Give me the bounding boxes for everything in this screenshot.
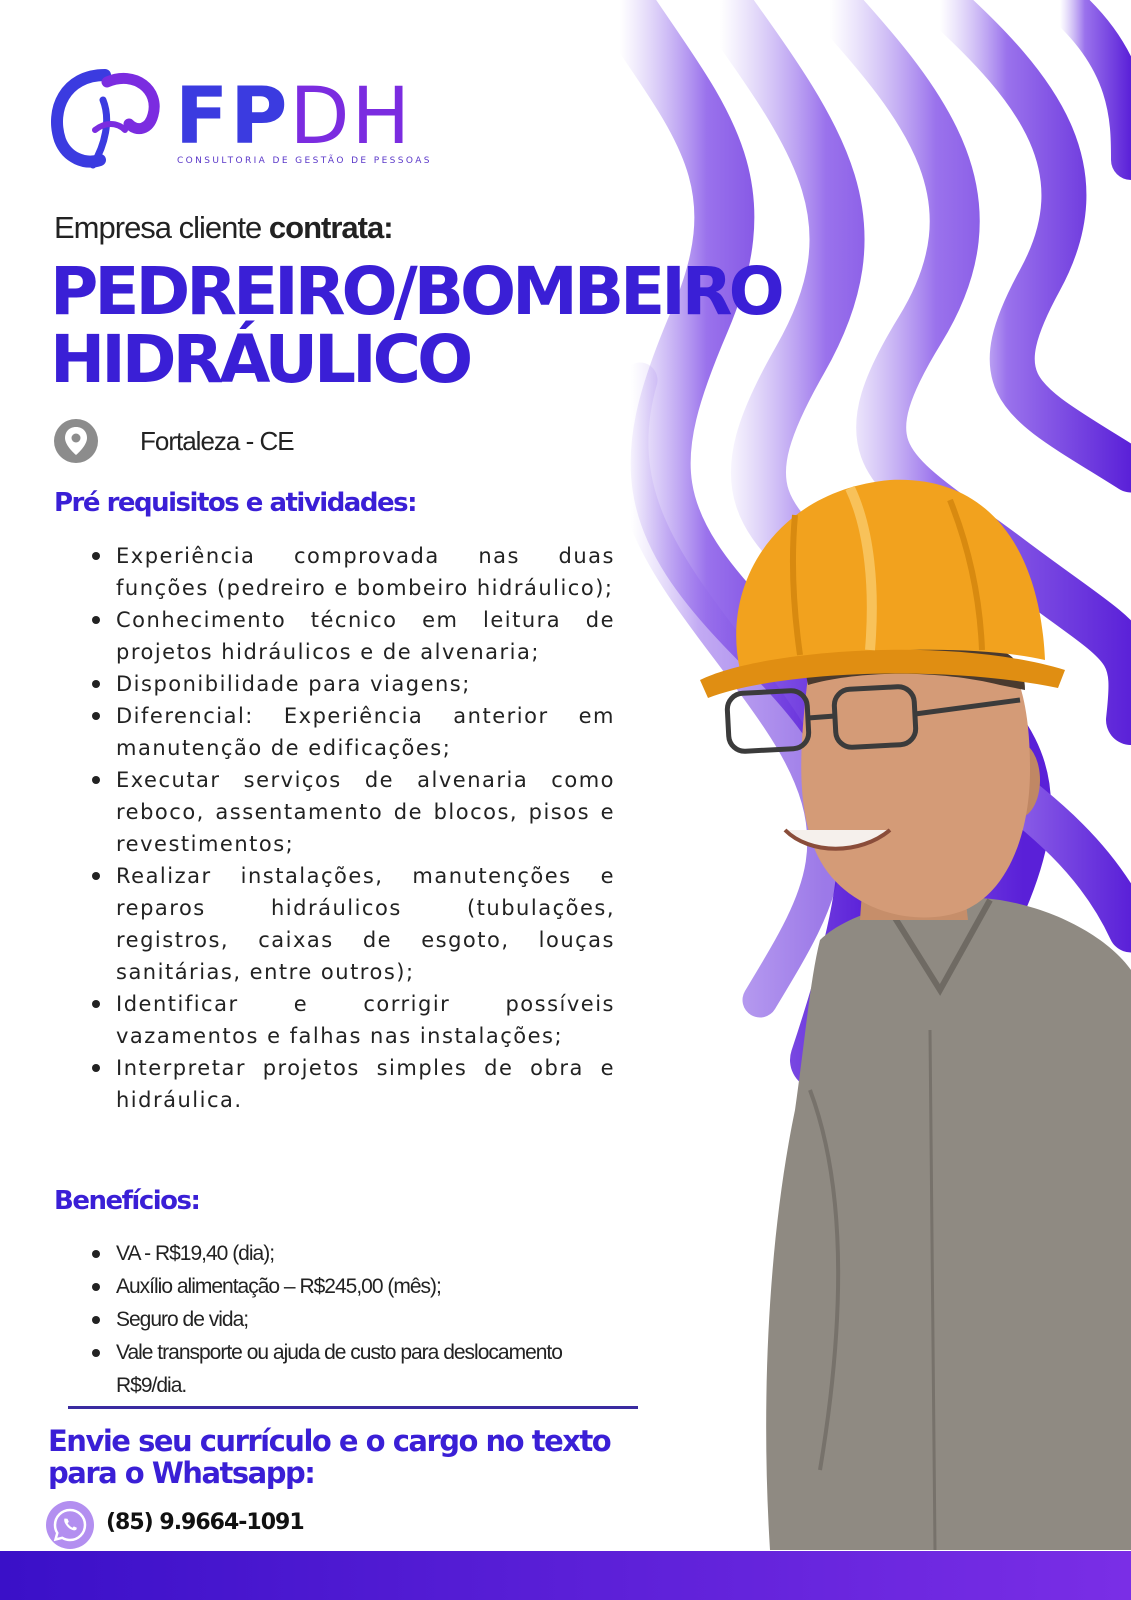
logo-tagline: CONSULTORIA DE GESTÃO DE PESSOAS [177,156,432,166]
job-title [50,253,810,398]
list-item: Seguro de vida; [90,1303,630,1336]
list-item: VA - R$19,40 (dia); [90,1237,630,1270]
intro-regular: Empresa cliente [54,210,269,245]
worker-photo [700,470,1131,1550]
list-item: Diferencial: Experiência anterior em manutenção de edificações; [90,700,615,764]
divider [68,1406,638,1409]
map-pin-icon [53,418,99,464]
list-item: Realizar instalações, manutenções e reparos hidráulicos (tubulações, registros, caixas de esgoto, louças sanitárias, entre outros); [90,860,615,988]
cta-text: Envie seu currículo e o cargo no texto para o Whatsapp: [48,1424,611,1490]
job-title-line1: PEDREIRO/BOMBEIRO [50,253,781,330]
benefits-title: Benefícios: [54,1186,200,1216]
requirements-list [90,540,615,1116]
logo-letters-thin: DH [289,72,413,162]
job-title-line2: HIDRÁULICO [50,321,470,398]
footer-bar [0,1551,1131,1600]
list-item: Vale transporte ou ajuda de custo para deslocamento R$9/dia. [90,1336,630,1402]
requirements-title: Pré requisitos e atividades: [54,488,416,518]
benefits-list [90,1237,630,1402]
list-item: Disponibilidade para viagens; [90,668,615,700]
whatsapp-icon[interactable] [45,1500,95,1550]
list-item: Experiência comprovada nas duas funções (pedreiro e bombeiro hidráulico); [90,540,615,604]
location-text: Fortaleza - CE [140,426,294,456]
logo-letters-bold: FP [175,72,290,162]
intro-text [54,210,393,246]
list-item: Executar serviços de alvenaria como reboco, assentamento de blocos, pisos e revestimentos; [90,764,615,860]
list-item: Conhecimento técnico em leitura de projetos hidráulicos e de alvenaria; [90,604,615,668]
list-item: Identificar e corrigir possíveis vazamentos e falhas nas instalações; [90,988,615,1052]
phone-number: (85) 9.9664-1091 [106,1510,304,1535]
list-item: Interpretar projetos simples de obra e hidráulica. [90,1052,615,1116]
intro-bold: contrata: [268,210,393,245]
list-item: Auxílio alimentação – R$245,00 (mês); [90,1270,630,1303]
